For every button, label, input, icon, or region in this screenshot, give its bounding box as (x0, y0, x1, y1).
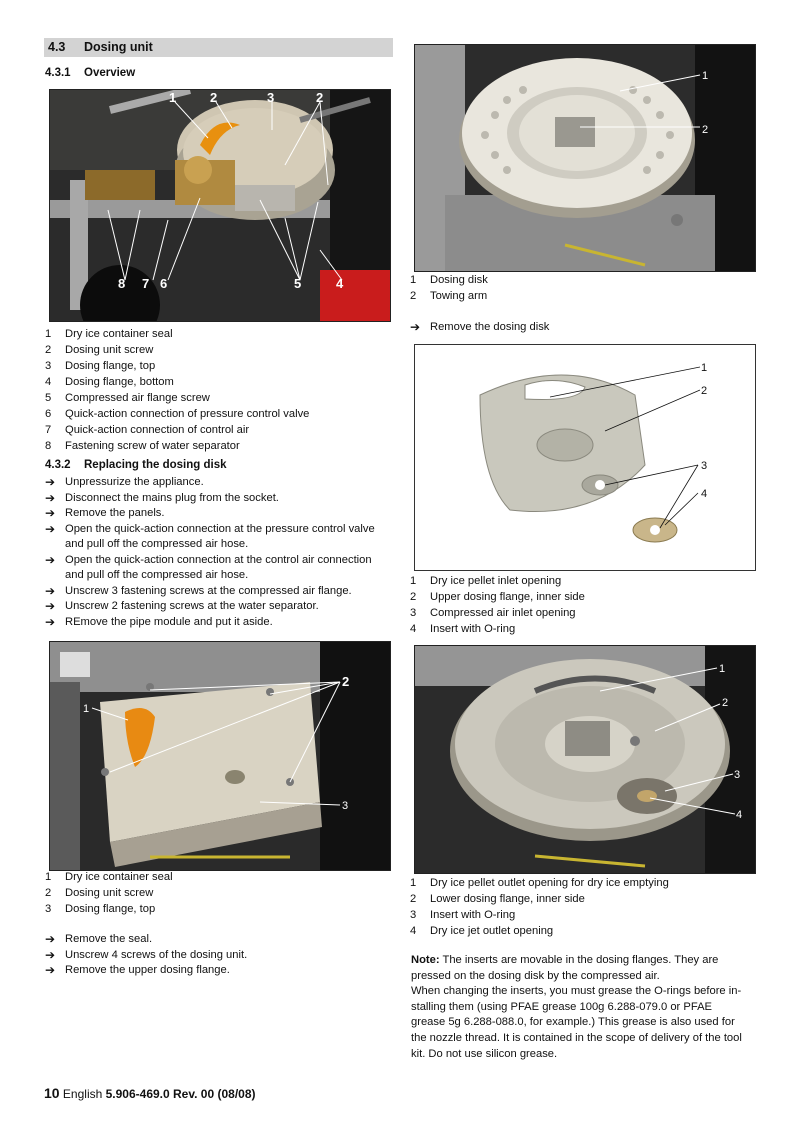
list-item: 1 Dry ice container seal (45, 871, 173, 883)
footer-language: English (62, 1087, 103, 1101)
list-item: 6 Quick-action connection of pressure control valve (45, 408, 310, 420)
upper-flange-callout-4: 4 (701, 488, 708, 500)
footer-doc-id: 5.906-469.0 Rev. 00 (08/08) (105, 1087, 256, 1101)
page-number: 10 (44, 1085, 60, 1101)
list-item: 4 Dosing flange, bottom (45, 376, 174, 388)
subsection-overview-title: Overview (84, 67, 136, 79)
top-flange-photo (49, 641, 391, 871)
list-item: 3 Insert with O-ring (410, 909, 516, 921)
overview-callout-6: 6 (160, 276, 168, 291)
step-item: ➔ Open the quick-action connection at the pressure control valve and pull off the compressed air hose. (45, 522, 400, 553)
list-item: 2 Lower dosing flange, inner side (410, 893, 585, 905)
upper-flange-callout-3: 3 (701, 460, 708, 472)
top-flange-callout-1: 1 (83, 703, 90, 715)
list-item: 5 Compressed air flange screw (45, 392, 210, 404)
step-item: ➔ Remove the dosing disk (410, 320, 760, 336)
lower-flange-callout-1: 1 (719, 663, 726, 675)
dosing-disk-steps (410, 320, 760, 336)
list-item: 2 Upper dosing flange, inner side (410, 591, 585, 603)
overview-callout-4: 4 (336, 276, 344, 291)
overview-photo (49, 89, 391, 322)
list-item: 1 Dry ice container seal (45, 328, 173, 340)
top-flange-callout-3: 3 (342, 800, 349, 812)
list-item: 2 Dosing unit screw (45, 887, 154, 899)
list-item: 3 Dosing flange, top (45, 903, 156, 915)
subsection-overview-number: 4.3.1 (45, 67, 71, 79)
overview-callout-8: 8 (118, 276, 126, 291)
section-title: Dosing unit (84, 40, 153, 54)
upper-flange-callout-2: 2 (701, 385, 708, 397)
note-paragraph: Note: The inserts are movable in the dosing flanges. They are pressed on the dosing disk by the compressed air. When changing the inserts, you must grease the O-rings before in- stalling them (using PFAE grease 100g 6.288-079.0 or PFAE grease 5g 6.288-088.0, for example.) This grease is also used for the nozzle thread. It is contained in the scope of delivery of the tool kit. Do not use silicon grease. (411, 954, 742, 1060)
step-item: ➔ Remove the upper dosing flange. (45, 963, 400, 979)
page-footer (44, 1085, 256, 1101)
step-item: ➔ Remove the seal. (45, 932, 400, 948)
list-item: 7 Quick-action connection of control air (45, 424, 250, 436)
lower-flange-legend (410, 875, 760, 939)
overview-callout-2b: 2 (316, 90, 324, 105)
lower-flange-callout-3: 3 (734, 769, 741, 781)
upper-flange-legend (410, 573, 760, 637)
section-number: 4.3 (48, 40, 66, 54)
subsection-replacing-title: Replacing the dosing disk (84, 459, 227, 471)
dosing-disk-callout-2: 2 (702, 124, 709, 136)
list-item: 2 Towing arm (410, 290, 488, 302)
overview-legend (45, 326, 395, 454)
list-item: 4 Dry ice jet outlet opening (410, 925, 554, 937)
list-item: 3 Dosing flange, top (45, 360, 156, 372)
step-item: ➔ Unpressurize the appliance. (45, 475, 400, 491)
step-item: ➔ Unscrew 2 fastening screws at the water separator. (45, 599, 400, 615)
overview-callout-3: 3 (267, 90, 275, 105)
overview-callout-1: 1 (169, 90, 177, 105)
list-item: 1 Dry ice pellet inlet opening (410, 575, 562, 587)
note-label: Note: (411, 954, 440, 966)
step-item: ➔ REmove the pipe module and put it aside. (45, 615, 400, 631)
lower-flange-photo (414, 645, 756, 874)
lower-flange-callout-4: 4 (736, 809, 743, 821)
list-item: 3 Compressed air inlet opening (410, 607, 576, 619)
overview-callout-7: 7 (142, 276, 150, 291)
upper-flange-callout-1: 1 (701, 362, 708, 374)
top-flange-legend (45, 869, 395, 917)
overview-callout-2a: 2 (210, 90, 218, 105)
overview-callout-5: 5 (294, 276, 302, 291)
top-flange-steps (45, 932, 400, 979)
upper-flange-drawing (414, 344, 756, 571)
lower-flange-callout-2: 2 (722, 697, 729, 709)
list-item: 2 Dosing unit screw (45, 344, 154, 356)
list-item: 4 Insert with O-ring (410, 623, 516, 635)
dosing-disk-callout-1: 1 (702, 70, 709, 82)
step-item: ➔ Remove the panels. (45, 506, 400, 522)
list-item: 1 Dry ice pellet outlet opening for dry ice emptying (410, 877, 669, 889)
top-flange-callout-2: 2 (342, 674, 350, 689)
step-item: ➔ Unscrew 3 fastening screws at the compressed air flange. (45, 584, 400, 600)
replacing-steps (45, 475, 400, 630)
subsection-replacing-number: 4.3.2 (45, 459, 71, 471)
step-item: ➔ Disconnect the mains plug from the socket. (45, 491, 400, 507)
dosing-disk-legend (410, 272, 760, 304)
dosing-disk-photo (414, 44, 756, 272)
step-item: ➔ Unscrew 4 screws of the dosing unit. (45, 948, 400, 964)
list-item: 1 Dosing disk (410, 274, 488, 286)
list-item: 8 Fastening screw of water separator (45, 440, 240, 452)
step-item: ➔ Open the quick-action connection at the control air connection and pull off the compressed air hose. (45, 553, 400, 584)
